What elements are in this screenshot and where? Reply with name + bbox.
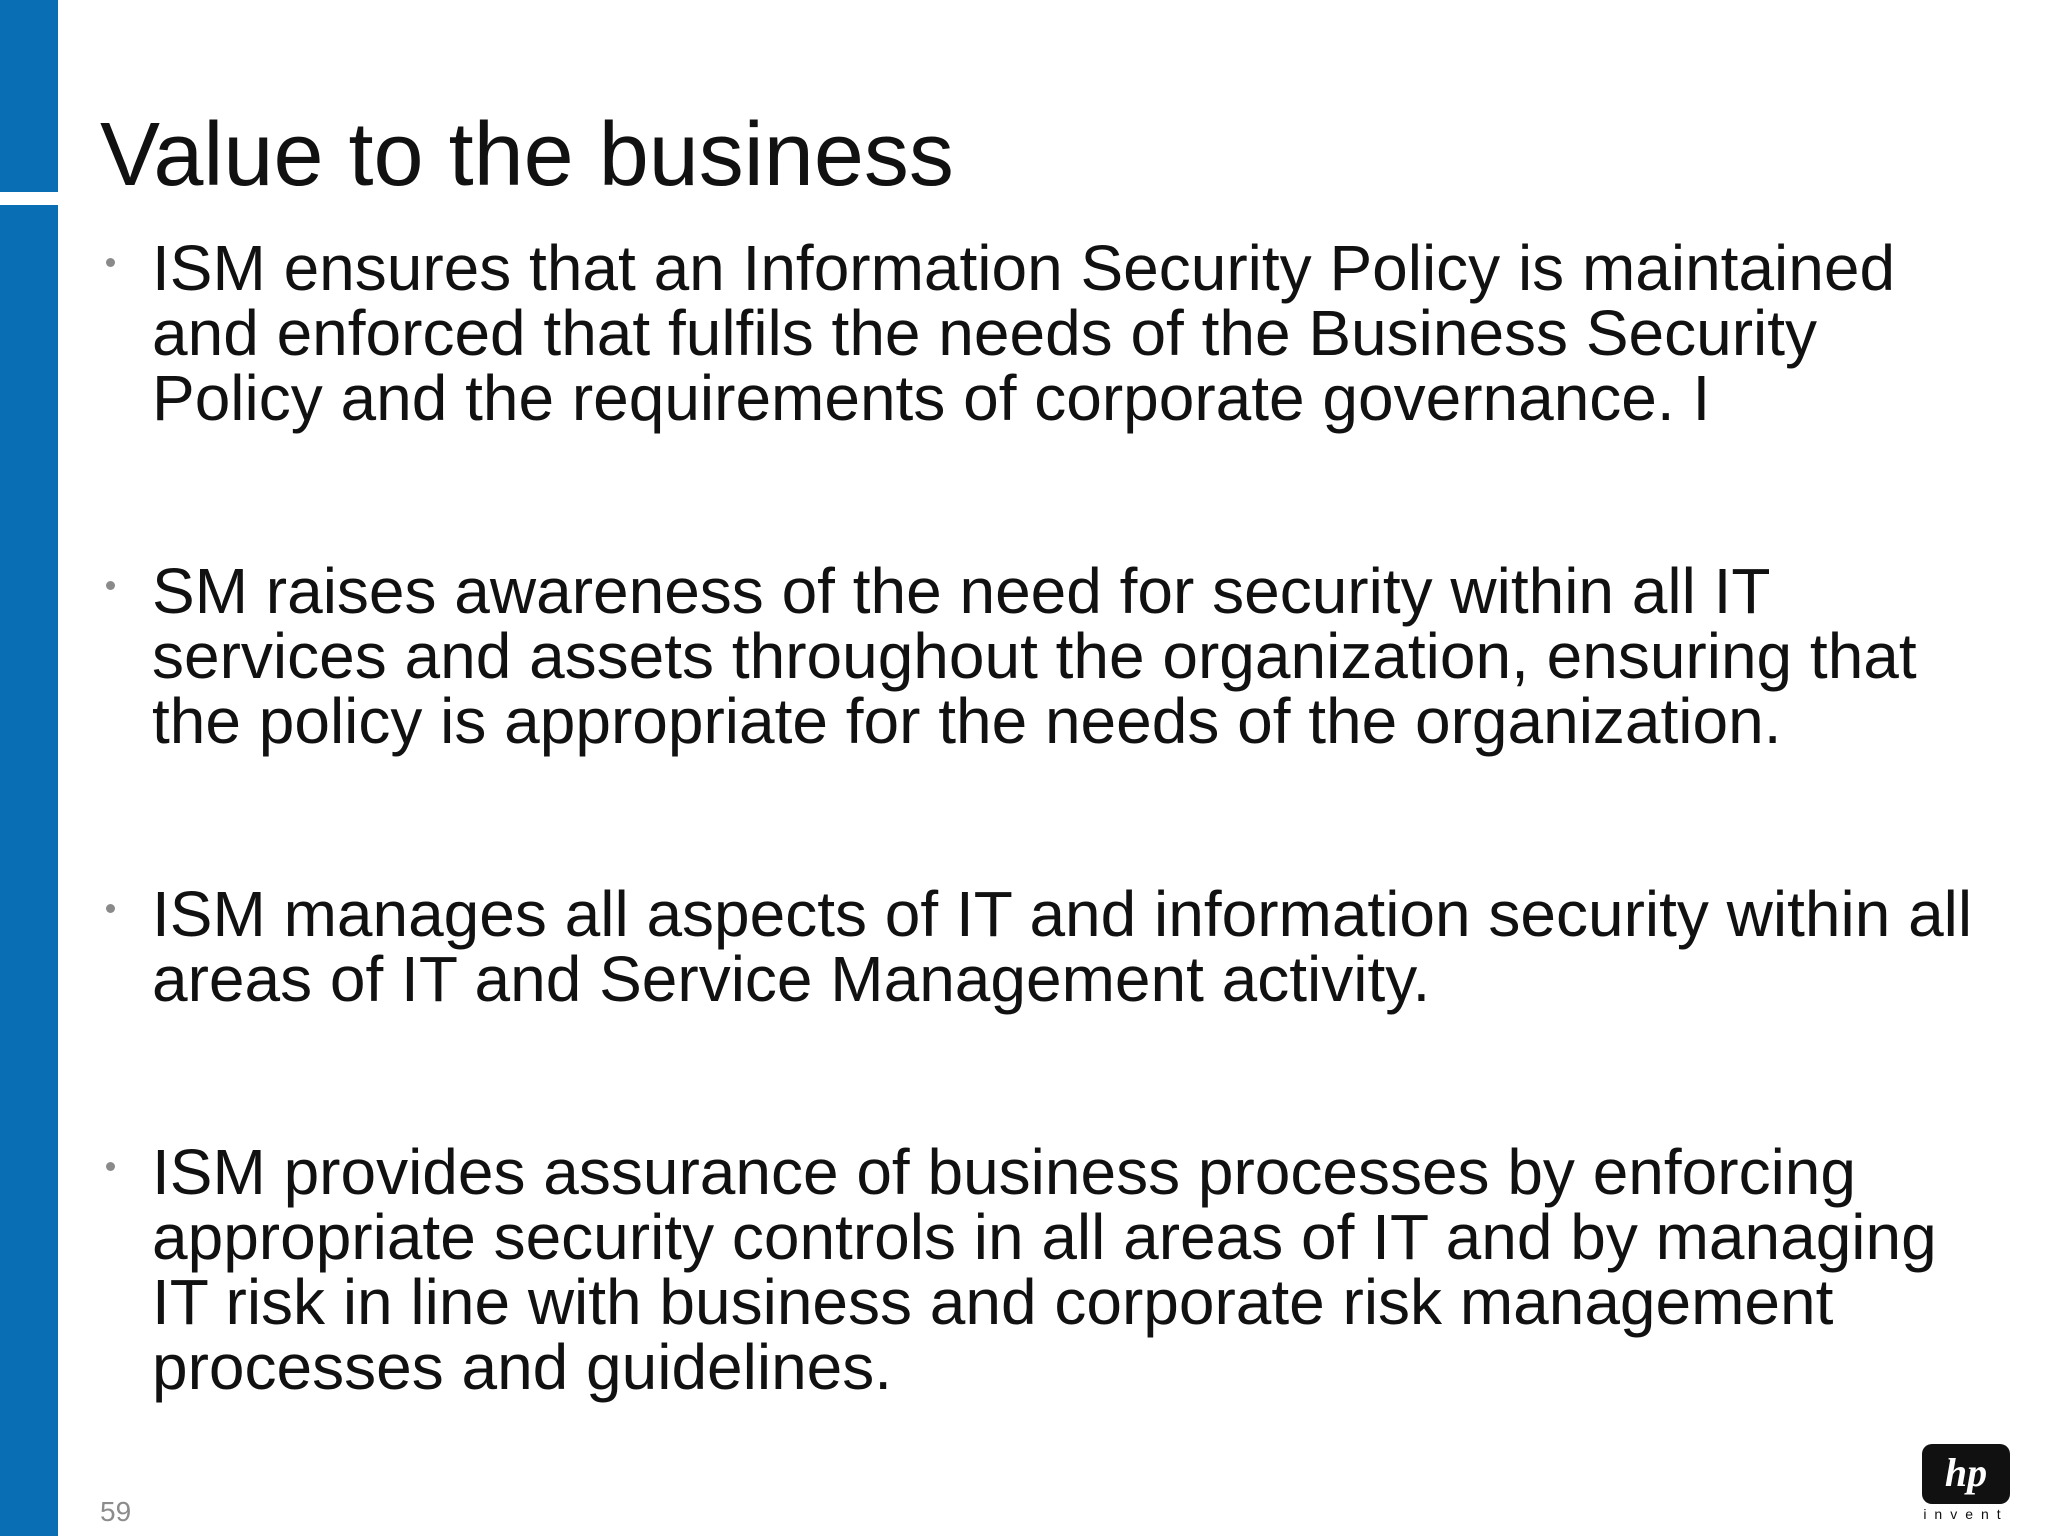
hp-logo-mark: hp [1944, 1450, 1988, 1495]
bullet-text: ISM manages all aspects of IT and information security within all areas of IT and Service Management activity. [152, 878, 1973, 1015]
bullet-list [100, 232, 2000, 1403]
bullet-dot-icon [106, 904, 115, 913]
bullet-dot-icon [106, 1162, 115, 1171]
slide-title: Value to the business [100, 105, 954, 205]
bullet-dot-icon [106, 581, 115, 590]
bullet-item [100, 232, 2000, 434]
bullet-text: SM raises awareness of the need for security within all IT services and assets throughout the organization, ensuring that the policy is appropriate for the needs of the organization. [152, 555, 1917, 757]
bullet-item [100, 878, 2000, 1015]
bullet-item [100, 1136, 2000, 1403]
bullet-text: ISM provides assurance of business processes by enforcing appropriate security controls in all areas of IT and by managing IT risk in line with business and corporate risk management processes and guidelines. [152, 1136, 1937, 1403]
page-number: 59 [100, 1496, 132, 1527]
bullet-dot-icon [106, 258, 115, 267]
bullet-item [100, 555, 2000, 757]
hp-logo [1918, 1444, 2014, 1530]
hp-logo-tagline: invent [1923, 1506, 2009, 1522]
accent-bar-bottom [0, 205, 58, 1536]
bullet-text: ISM ensures that an Information Security Policy is maintained and enforced that fulfils the needs of the Business Security Policy and the requirements of corporate governance. I [152, 232, 1896, 434]
accent-bar-top [0, 0, 58, 192]
